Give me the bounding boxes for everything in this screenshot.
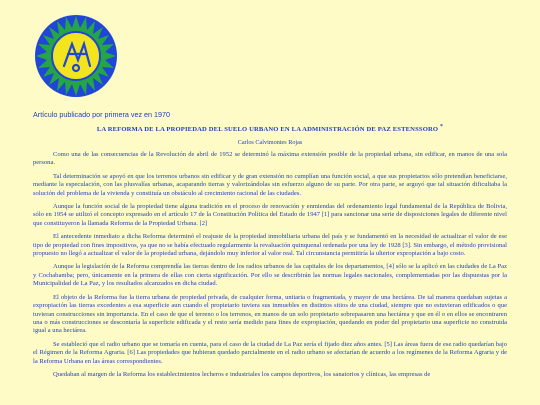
title-footnote-link[interactable]: * [440,124,444,130]
article-title [30,124,510,133]
paragraph: Como una de las consecuencias de la Revolución de abril de 1952 se determinó la máxima extensión posible de la propiedad urbana, sin edificar, en manos de una sola persona. [33,151,507,167]
publication-note: Artículo publicado por primera vez en 1970 [33,110,171,119]
article-author: Carlos Calvimontes Rojas [237,139,303,146]
paragraph: El objeto de la Reforma fue la tierra urbana de propiedad privada, de cualquier forma, unitaria o fragmentada, y mayor de una hectárea. De tal manera quedaban sujetas a expropiación las tierras excedentes a esa superficie aun cuando el propietario tuviera sus inmuebles en distintos sitios de una ciudad, siempre que no estuvieran edificados o que tuvieran construcciones sin importancia. En el caso de que el terreno o los terrenos, en manos de un solo propietario sobrepasaren una hectárea y que en él o en ellos se encontraren una o más construcciones se descontaría la superficie edificada y el resto sería medido para fines de expropiación, quedando en poder del propietario una superficie no construida igual a una hectárea. [33,293,507,335]
article-body [33,151,507,384]
paragraph: Se estableció que el radio urbano que se tomaría en cuenta, para el caso de la ciudad de La Paz sería el fijado diez años antes. [5] Las áreas fuera de ese radio quedarían bajo el Régimen de la Reforma Agraria. [6] Las propiedades que hubieran quedado parcialmente en el radio urbano se afectarían de acuerdo a los regímenes de la Reforma Agraria y de la Reforma Urbana en las áreas correspondientes. [33,340,507,365]
paragraph: Aunque la legislación de la Reforma comprendía las tierras dentro de los radios urbanos de las capitales de los departamentos, [4] sólo se la aplicó en las ciudades de La Paz y Cochabamba; pero, únicamente en la primera de ellas con cierta significación. Por ello se describirán las normas legales nacionales, complementadas por las dispuestas por la Municipalidad de La Paz, y los resultados alcanzados en dicha ciudad. [33,263,507,288]
institution-logo [34,14,118,98]
article-title-text: LA REFORMA DE LA PROPIEDAD DEL SUELO URBANO EN LA ADMINISTRACIÓN DE PAZ ESTENSSORO [96,126,439,134]
paragraph: Aunque la función social de la propiedad tiene alguna tradición en el proceso de renovación y enmiendas del ordenamiento legal fundamental de la República de Bolivia, sólo en 1954 se utilizó el concepto expresado en el artículo 17 de la Constitución Política del Estado de 1947 [1] para sancionar una serie de disposiciones legales de diferente nivel que constituyeron la llamada Reforma de la Propiedad Urbana. [2] [33,203,507,227]
paragraph: El antecedente inmediato a dicha Reforma determinó el reajuste de la propiedad inmobiliaria urbana del país y se fundamentó en la necesidad de actualizar el valor de ese tipo de propiedad con fines impositivos, ya que no se había efectuado regularmente la revaluación quinquenal ordenada por una ley de 1928 [3]. Sin embargo, el método provisional propuesto no llegó a actualizar el valor de la propiedad urbana, dejándolo muy inferior al valor real. Tal circunstancia permitiría la ulterior expropiación a bajo costo. [33,233,507,258]
paragraph: Quedaban al margen de la Reforma los establecimientos lecheros e industriales los campos deportivos, los sanatorios y clínicas, las empresas de [53,370,431,378]
paragraph: Tal determinación se apoyó en que los terrenos urbanos sin edificar y de gran extensión no cumplían una función social, a que sus propietarios sólo pretendían beneficiarse, mediante la especulación, con las plusvalías urbanas, acaparando tierras y valorizándolas sin esfuerzo alguno de su parte. Por otra parte, se arguyó que tal situación dificultaba la solución del problema de la vivienda y constituía un obstáculo al crecimiento racional de las ciudades. [33,172,507,197]
